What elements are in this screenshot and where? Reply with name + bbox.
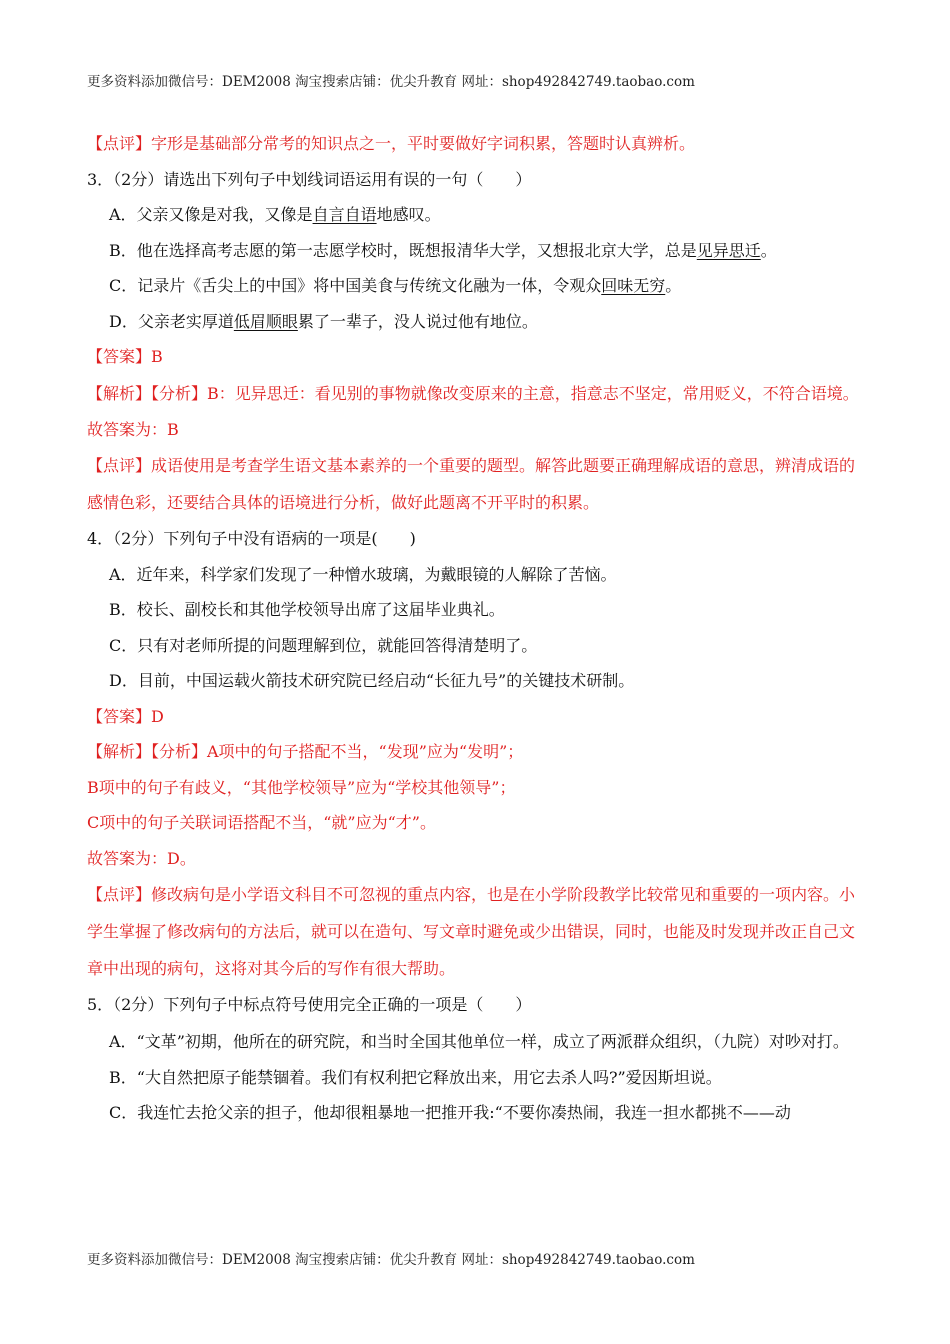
q3-option-b: B．他在选择高考志愿的第一志愿学校时，既想报清华大学，又想报北京大学，总是见异思迁。 <box>109 240 777 260</box>
q3-option-a: A．父亲又像是对我，又像是自言自语地感叹。 <box>109 205 441 224</box>
q3-stem: 3．（2分）请选出下列句子中划线词语运用有误的一句（ ） <box>87 169 532 189</box>
q4-option-a: A．近年来，科学家们发现了一种憎水玻璃，为戴眼镜的人解除了苦恼。 <box>109 564 617 584</box>
q4-analysis-line-3: C项中的句子关联词语搭配不当，“就”应为“才”。 <box>87 813 436 832</box>
q4-option-d: D．目前，中国运载火箭技术研究院已经启动“长征九号”的关键技术研制。 <box>109 671 635 690</box>
q5-option-c: C．我连忙去抢父亲的担子，他却很粗暴地一把推开我:“不要你凑热闹，我连一担水都挑不——动 <box>109 1103 791 1122</box>
q5-stem: 5．（2分）下列句子中标点符号使用完全正确的一项是（ ） <box>87 995 532 1014</box>
q4-comment: 【点评】修改病句是小学语文科目不可忽视的重点内容，也是在小学阶段教学比较常见和重要的一项内容。小学生掌握了修改病句的方法后，就可以在造句、写文章时避免或少出错误，同时，也能及时发现并改正自己文章中出现的病句，这将对其今后的写作有很大帮助。 <box>87 885 856 978</box>
q3-b-underlined: 见异思迁 <box>696 240 761 260</box>
q4-analysis-line-2: B项中的句子有歧义，“其他学校领导”应为“学校其他领导”； <box>87 777 516 797</box>
page-header: 更多资料添加微信号：DEM2008 淘宝搜索店铺：优尖升教育 网址：shop492842749.taobao.com <box>87 74 695 90</box>
document-body <box>87 126 862 1131</box>
q3-conclusion: 故答案为：B <box>87 419 179 439</box>
previous-comment: 【点评】字形是基础部分常考的知识点之一，平时要做好字词积累，答题时认真辨析。 <box>87 134 696 153</box>
q3-option-c: C．记录片《舌尖上的中国》将中国美食与传统文化融为一体，令观众回味无穷。 <box>109 276 682 295</box>
q3-d-underlined: 低眉顺眼 <box>233 311 298 331</box>
q4-analysis-line-1: 【解析】【分析】A项中的句子搭配不当，“发现”应为“发明”； <box>87 742 524 761</box>
q4-stem: 4．（2分）下列句子中没有语病的一项是( ) <box>87 529 416 548</box>
q5-option-a: A．“文革”初期，他所在的研究院，和当时全国其他单位一样，成立了两派群众组织，（九院）对吵对打。 <box>109 1031 849 1051</box>
q4-option-b: B．校长、副校长和其他学校领导出席了这届毕业典礼。 <box>109 600 505 619</box>
q4-option-c: C．只有对老师所提的问题理解到位，就能回答得清楚明了。 <box>109 635 538 655</box>
page-footer: 更多资料添加微信号：DEM2008 淘宝搜索店铺：优尖升教育 网址：shop492842749.taobao.com <box>87 1252 695 1268</box>
q4-answer: 【答案】D <box>87 706 164 726</box>
q4-conclusion: 故答案为：D。 <box>87 848 196 868</box>
q3-a-underlined: 自言自语 <box>312 205 377 224</box>
q3-c-underlined: 回味无穷 <box>601 276 666 295</box>
q3-comment: 【点评】成语使用是考查学生语文基本素养的一个重要的题型。解答此题要正确理解成语的意思，辨清成语的感情色彩，还要结合具体的语境进行分析，做好此题离不开平时的积累。 <box>87 456 856 512</box>
q3-answer: 【答案】B <box>87 347 163 366</box>
q3-option-d: D．父亲老实厚道低眉顺眼累了一辈子，没人说过他有地位。 <box>109 311 538 331</box>
q5-option-b: B．“大自然把原子能禁锢着。我们有权利把它释放出来，用它去杀人吗?”爱因斯坦说。 <box>109 1067 722 1087</box>
q3-analysis: 【解析】【分析】B：见异思迁：看见别的事物就像改变原来的主意，指意志不坚定，常用贬义，不符合语境。 <box>87 383 859 403</box>
